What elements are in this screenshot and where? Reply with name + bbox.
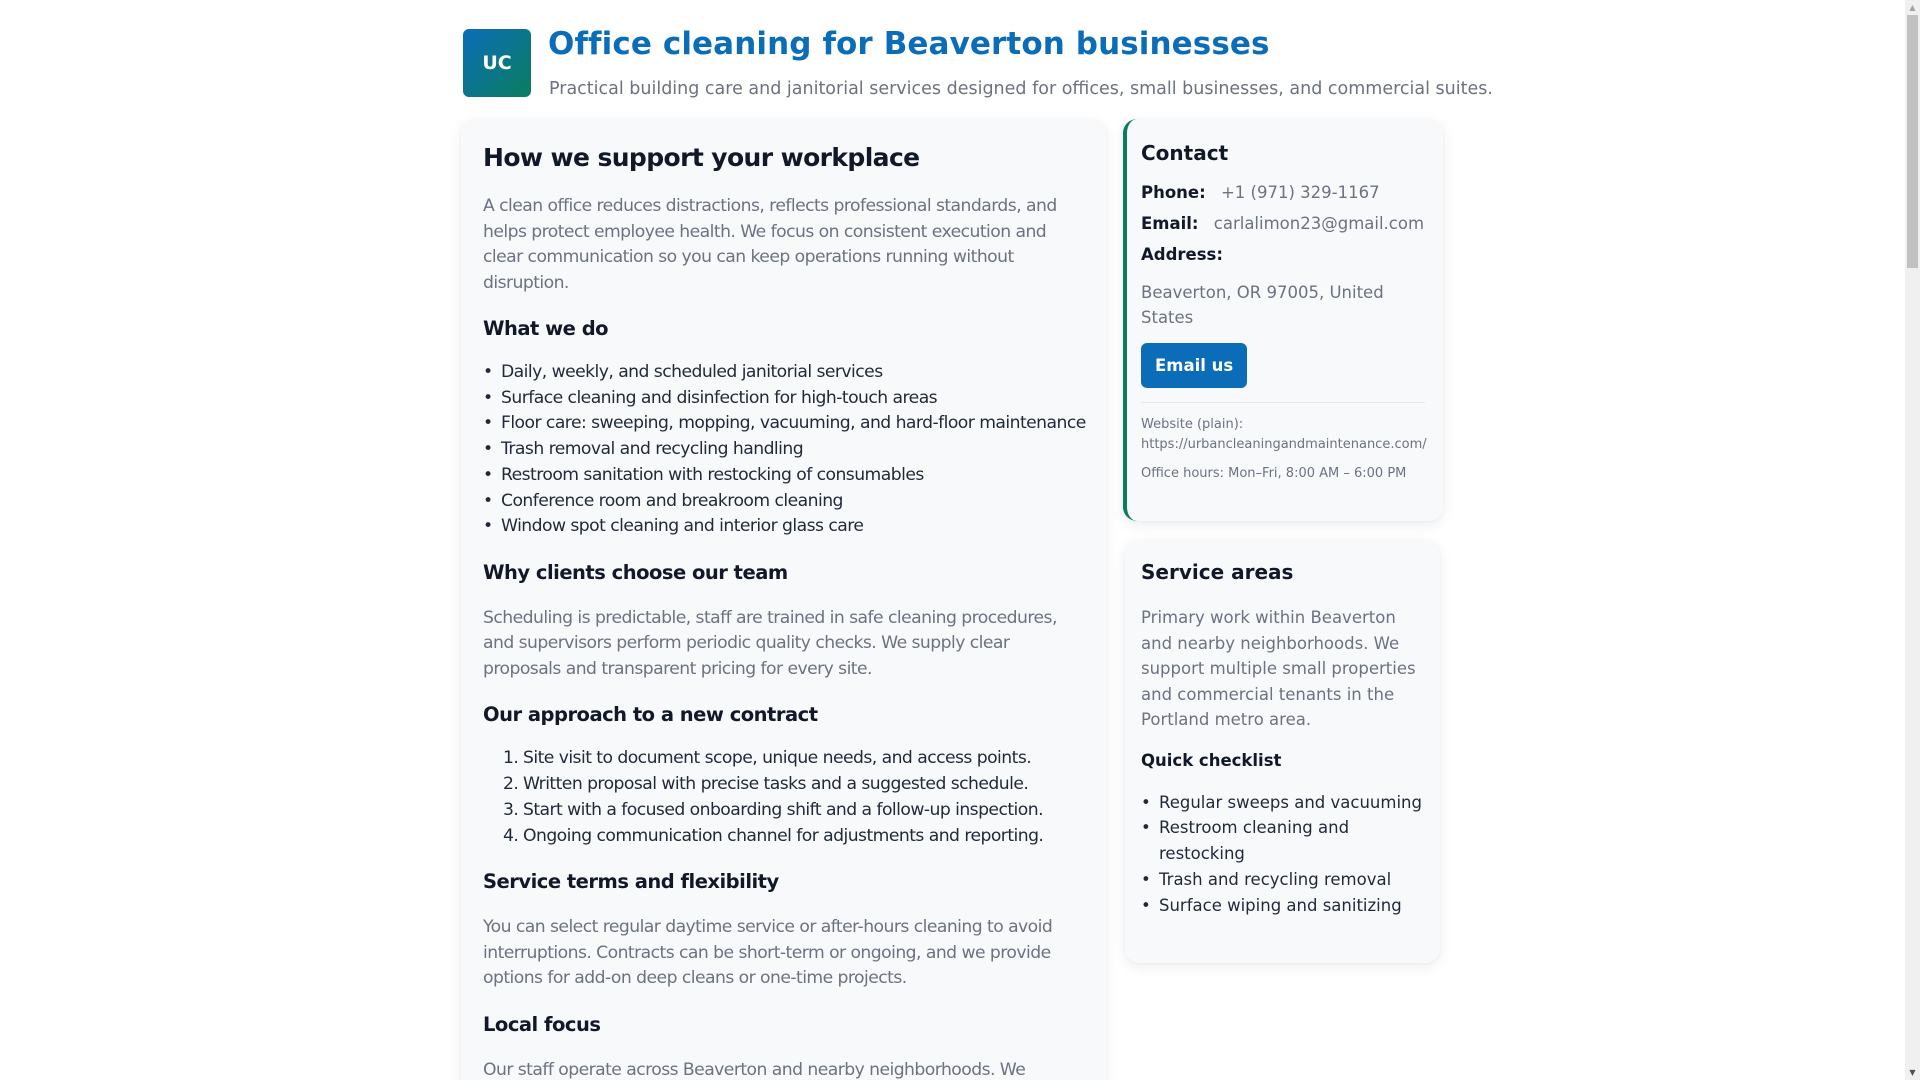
list-item: 2. Written proposal with precise tasks and a suggested schedule. xyxy=(503,774,1029,795)
list-item: 4. Ongoing communication channel for adjustments and reporting. xyxy=(503,825,1044,846)
vertical-scrollbar[interactable] xyxy=(1905,0,1920,1080)
website-info xyxy=(1141,415,1429,455)
scrollbar-thumb[interactable] xyxy=(1907,15,1918,268)
email-value[interactable]: carlalimon23@gmail.com xyxy=(1213,214,1425,233)
service-areas-paragraph: Primary work within Beaverton and nearby neighborhoods. We support multiple small properties and commercial tenants in the Portland metro area. xyxy=(1141,608,1416,729)
list-item: • Window spot cleaning and interior glass care xyxy=(501,514,1073,540)
quick-checklist xyxy=(1141,790,1431,919)
email-label: Email: xyxy=(1141,214,1199,233)
list-item: • Restroom sanitation with restocking of consumables xyxy=(501,463,1073,489)
phone-value[interactable]: +1 (971) 329-1167 xyxy=(1220,183,1380,202)
list-item: • Restroom cleaning and restocking xyxy=(1159,815,1431,867)
service-areas-title: Service areas xyxy=(1141,560,1294,584)
site-title: Office cleaning for Beaverton businesses xyxy=(548,26,1270,62)
email-us-button[interactable]: Email us xyxy=(1141,343,1247,388)
list-item: 1. Site visit to document scope, unique needs, and access points. xyxy=(503,748,1032,769)
logo-text: UC xyxy=(482,52,512,74)
address-row xyxy=(1141,245,1429,264)
office-hours: Office hours: Mon–Fri, 8:00 AM – 6:00 PM xyxy=(1141,466,1407,481)
service-areas-card xyxy=(1125,540,1440,963)
approach-heading: Our approach to a new contract xyxy=(483,703,818,727)
local-focus-paragraph: Our staff operate across Beaverton and nearby neighborhoods. We xyxy=(483,1059,1026,1080)
divider xyxy=(1141,402,1425,403)
list-item: • Trash and recycling removal xyxy=(1159,867,1431,893)
scroll-up-arrow-icon[interactable]: ▲ xyxy=(1909,3,1916,12)
approach-list xyxy=(483,746,1073,849)
list-item: • Regular sweeps and vacuuming xyxy=(1159,790,1431,816)
address-label: Address: xyxy=(1141,245,1223,264)
terms-paragraph: You can select regular daytime service or after-hours cleaning to avoid interruptions. Contracts can be short-term or ongoing, and we provide options for add-on deep cleans or one-time projects. xyxy=(483,917,1053,989)
logo xyxy=(463,29,531,97)
phone-label: Phone: xyxy=(1141,183,1206,202)
contact-card xyxy=(1123,119,1443,521)
list-item: • Trash removal and recycling handling xyxy=(501,437,1073,463)
website-value: https://urbancleaningandmaintenance.com/ xyxy=(1141,437,1427,452)
list-item: 3. Start with a focused onboarding shift and a follow-up inspection. xyxy=(503,799,1043,820)
email-row xyxy=(1141,214,1429,233)
what-we-do-heading: What we do xyxy=(483,317,609,340)
list-item: • Floor care: sweeping, mopping, vacuuming, and hard-floor maintenance xyxy=(501,411,1073,437)
site-subtitle: Practical building care and janitorial services designed for offices, small businesses, and commercial suites. xyxy=(549,79,1493,99)
contact-title: Contact xyxy=(1141,141,1229,165)
intro-paragraph: A clean office reduces distractions, reflects professional standards, and helps protect employee health. We focus on consistent execution and clear communication so you can keep operations running without disruption. xyxy=(483,196,1057,293)
site-header xyxy=(463,26,1493,99)
services-list xyxy=(483,360,1086,540)
main-title: How we support your workplace xyxy=(483,143,920,172)
list-item: • Surface cleaning and disinfection for high-touch areas xyxy=(501,386,1073,412)
address-value: Beaverton, OR 97005, United States xyxy=(1141,283,1384,327)
quick-checklist-heading: Quick checklist xyxy=(1141,750,1282,770)
website-label: Website (plain): xyxy=(1141,417,1244,432)
local-focus-heading: Local focus xyxy=(483,1012,601,1036)
list-item: • Surface wiping and sanitizing xyxy=(1159,893,1431,919)
why-paragraph: Scheduling is predictable, staff are trained in safe cleaning procedures, and supervisors perform periodic quality checks. We supply clear proposals and transparent pricing for every site. xyxy=(483,607,1057,679)
main-content-card xyxy=(461,119,1106,1080)
terms-heading: Service terms and flexibility xyxy=(483,870,779,894)
scroll-down-arrow-icon[interactable]: ▼ xyxy=(1909,1068,1916,1077)
list-item: • Daily, weekly, and scheduled janitorial services xyxy=(501,360,1073,386)
list-item: • Conference room and breakroom cleaning xyxy=(501,489,1073,515)
phone-row xyxy=(1141,183,1429,202)
why-heading: Why clients choose our team xyxy=(483,560,788,584)
